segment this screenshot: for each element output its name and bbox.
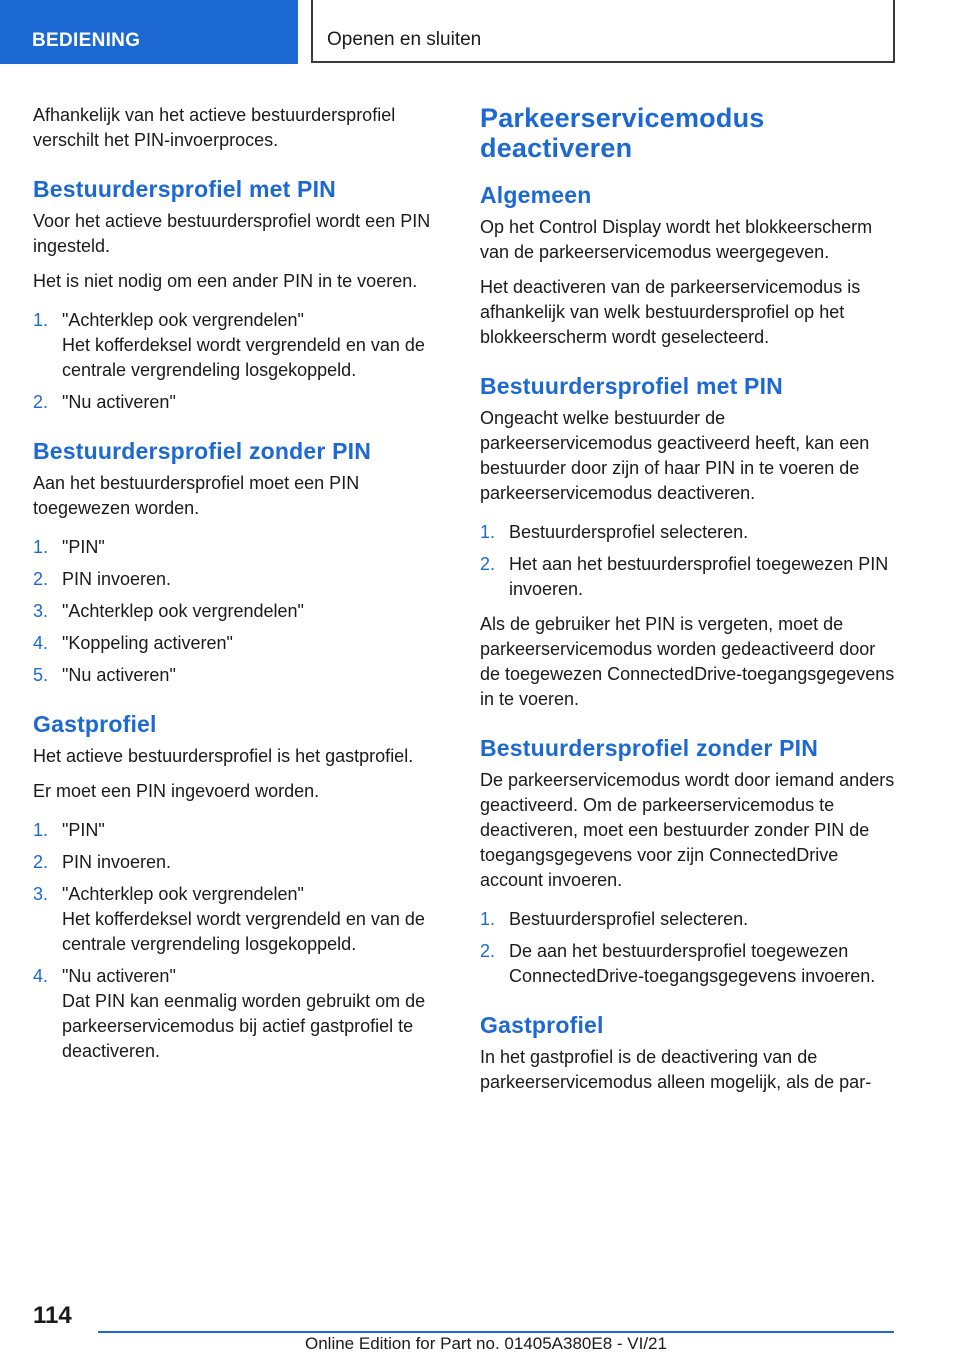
steps-list bbox=[480, 520, 898, 602]
list-item bbox=[33, 567, 451, 592]
step-number: 4. bbox=[33, 633, 49, 653]
step-number: 2. bbox=[33, 852, 49, 872]
step-text: De aan het bestuurdersprofiel toegewezen ConnectedDrive-toegangsgegevens invoeren. bbox=[509, 941, 876, 986]
step-number: 2. bbox=[33, 569, 49, 589]
step-text: Het aan het bestuurdersprofiel toegewezen PIN invoeren. bbox=[509, 554, 889, 599]
step-text: "Nu activeren" bbox=[62, 665, 176, 685]
heading-profile-with-pin: Bestuurdersprofiel met PIN bbox=[480, 373, 783, 399]
step-number: 1. bbox=[33, 820, 49, 840]
step-text: PIN invoeren. bbox=[62, 569, 172, 589]
steps-list bbox=[33, 308, 451, 415]
list-item bbox=[480, 939, 898, 989]
section-tab bbox=[0, 0, 298, 64]
chapter-header bbox=[311, 0, 895, 63]
step-text: "Nu activeren" bbox=[62, 392, 176, 412]
step-text: Bestuurdersprofiel selecteren. bbox=[509, 522, 749, 542]
footer-edition: Online Edition for Part no. 01405A380E8 - VI/21 bbox=[305, 1334, 667, 1353]
step-number: 5. bbox=[33, 665, 49, 685]
section-label: BEDIENING bbox=[32, 30, 141, 51]
list-item bbox=[33, 964, 451, 1064]
step-number: 3. bbox=[33, 884, 49, 904]
paragraph: Als de gebruiker het PIN is vergeten, moet de parkeerservicemodus worden gedeactiveerd door de toegewezen ConnectedDrive-toegangsgegevens in te voeren. bbox=[480, 614, 895, 709]
steps-list bbox=[33, 535, 451, 688]
paragraph: Het is niet nodig om een ander PIN in te voeren. bbox=[33, 271, 418, 291]
step-text: "PIN" bbox=[62, 820, 105, 840]
footer-divider bbox=[98, 1331, 894, 1333]
intro-paragraph: Afhankelijk van het actieve bestuurdersprofiel verschilt het PIN-invoerproces. bbox=[33, 105, 396, 150]
list-item bbox=[33, 308, 451, 383]
step-text: "Achterklep ook vergrendelen" bbox=[62, 884, 304, 904]
paragraph: Aan het bestuurdersprofiel moet een PIN toegewezen worden. bbox=[33, 473, 360, 518]
paragraph: Het deactiveren van de parkeerservicemodus is afhankelijk van welk bestuurdersprofiel op het blokkeerscherm wordt geselecteerd. bbox=[480, 277, 861, 347]
list-item bbox=[33, 390, 451, 415]
heading-general: Algemeen bbox=[480, 182, 592, 208]
step-text: "Achterklep ook vergrendelen" bbox=[62, 601, 304, 621]
heading-profile-without-pin: Bestuurdersprofiel zonder PIN bbox=[33, 438, 372, 464]
steps-list bbox=[480, 907, 898, 989]
paragraph: Er moet een PIN ingevoerd worden. bbox=[33, 781, 320, 801]
section-title: Parkeerservicemodus deactiveren bbox=[480, 103, 765, 163]
heading-profile-without-pin: Bestuurdersprofiel zonder PIN bbox=[480, 735, 819, 761]
list-item bbox=[480, 907, 898, 932]
paragraph: In het gastprofiel is de deactivering van de parkeerservicemodus alleen mogelijk, als de par- bbox=[480, 1047, 872, 1092]
step-number: 2. bbox=[480, 941, 496, 961]
step-number: 4. bbox=[33, 966, 49, 986]
step-number: 1. bbox=[480, 909, 496, 929]
paragraph: Op het Control Display wordt het blokkeerscherm van de parkeerservicemodus weergegeven. bbox=[480, 217, 873, 262]
heading-profile-with-pin: Bestuurdersprofiel met PIN bbox=[33, 176, 336, 202]
step-note: Dat PIN kan eenmalig worden gebruikt om de parkeerservicemodus bij actief gastprofiel te deactiveren. bbox=[62, 991, 426, 1061]
left-column bbox=[33, 103, 451, 1074]
list-item bbox=[33, 850, 451, 875]
list-item bbox=[33, 818, 451, 843]
steps-list bbox=[33, 818, 451, 1064]
step-number: 1. bbox=[480, 522, 496, 542]
step-text: "Nu activeren" bbox=[62, 966, 176, 986]
step-text: PIN invoeren. bbox=[62, 852, 172, 872]
step-text: "PIN" bbox=[62, 537, 105, 557]
list-item bbox=[33, 663, 451, 688]
step-number: 2. bbox=[33, 392, 49, 412]
step-note: Het kofferdeksel wordt vergrendeld en van de centrale vergrendeling losgekoppeld. bbox=[62, 909, 425, 954]
paragraph: De parkeerservicemodus wordt door iemand anders geactiveerd. Om de parkeerservicemodus te deactiveren, moet een bestuurder zonder PIN de toegangsgegevens voor zijn ConnectedDrive account invoeren. bbox=[480, 770, 895, 890]
paragraph: Het actieve bestuurdersprofiel is het gastprofiel. bbox=[33, 746, 414, 766]
list-item bbox=[33, 535, 451, 560]
list-item bbox=[33, 631, 451, 656]
step-text: Bestuurdersprofiel selecteren. bbox=[509, 909, 749, 929]
chapter-title: Openen en sluiten bbox=[327, 29, 482, 50]
step-text: "Koppeling activeren" bbox=[62, 633, 233, 653]
step-text: "Achterklep ook vergrendelen" bbox=[62, 310, 304, 330]
list-item bbox=[480, 520, 898, 545]
step-number: 3. bbox=[33, 601, 49, 621]
step-number: 1. bbox=[33, 537, 49, 557]
right-column bbox=[480, 103, 898, 1105]
list-item bbox=[33, 882, 451, 957]
list-item bbox=[33, 599, 451, 624]
paragraph: Ongeacht welke bestuurder de parkeerservicemodus geactiveerd heeft, kan een bestuurder door zijn of haar PIN in te voeren de parkeerservicemodus deactiveren. bbox=[480, 408, 870, 503]
list-item bbox=[480, 552, 898, 602]
heading-guest-profile: Gastprofiel bbox=[480, 1012, 604, 1038]
step-number: 1. bbox=[33, 310, 49, 330]
step-number: 2. bbox=[480, 554, 496, 574]
heading-guest-profile: Gastprofiel bbox=[33, 711, 157, 737]
step-note: Het kofferdeksel wordt vergrendeld en van de centrale vergrendeling losgekoppeld. bbox=[62, 335, 425, 380]
paragraph: Voor het actieve bestuurdersprofiel wordt een PIN ingesteld. bbox=[33, 211, 431, 256]
page-number: 114 bbox=[33, 1302, 72, 1329]
